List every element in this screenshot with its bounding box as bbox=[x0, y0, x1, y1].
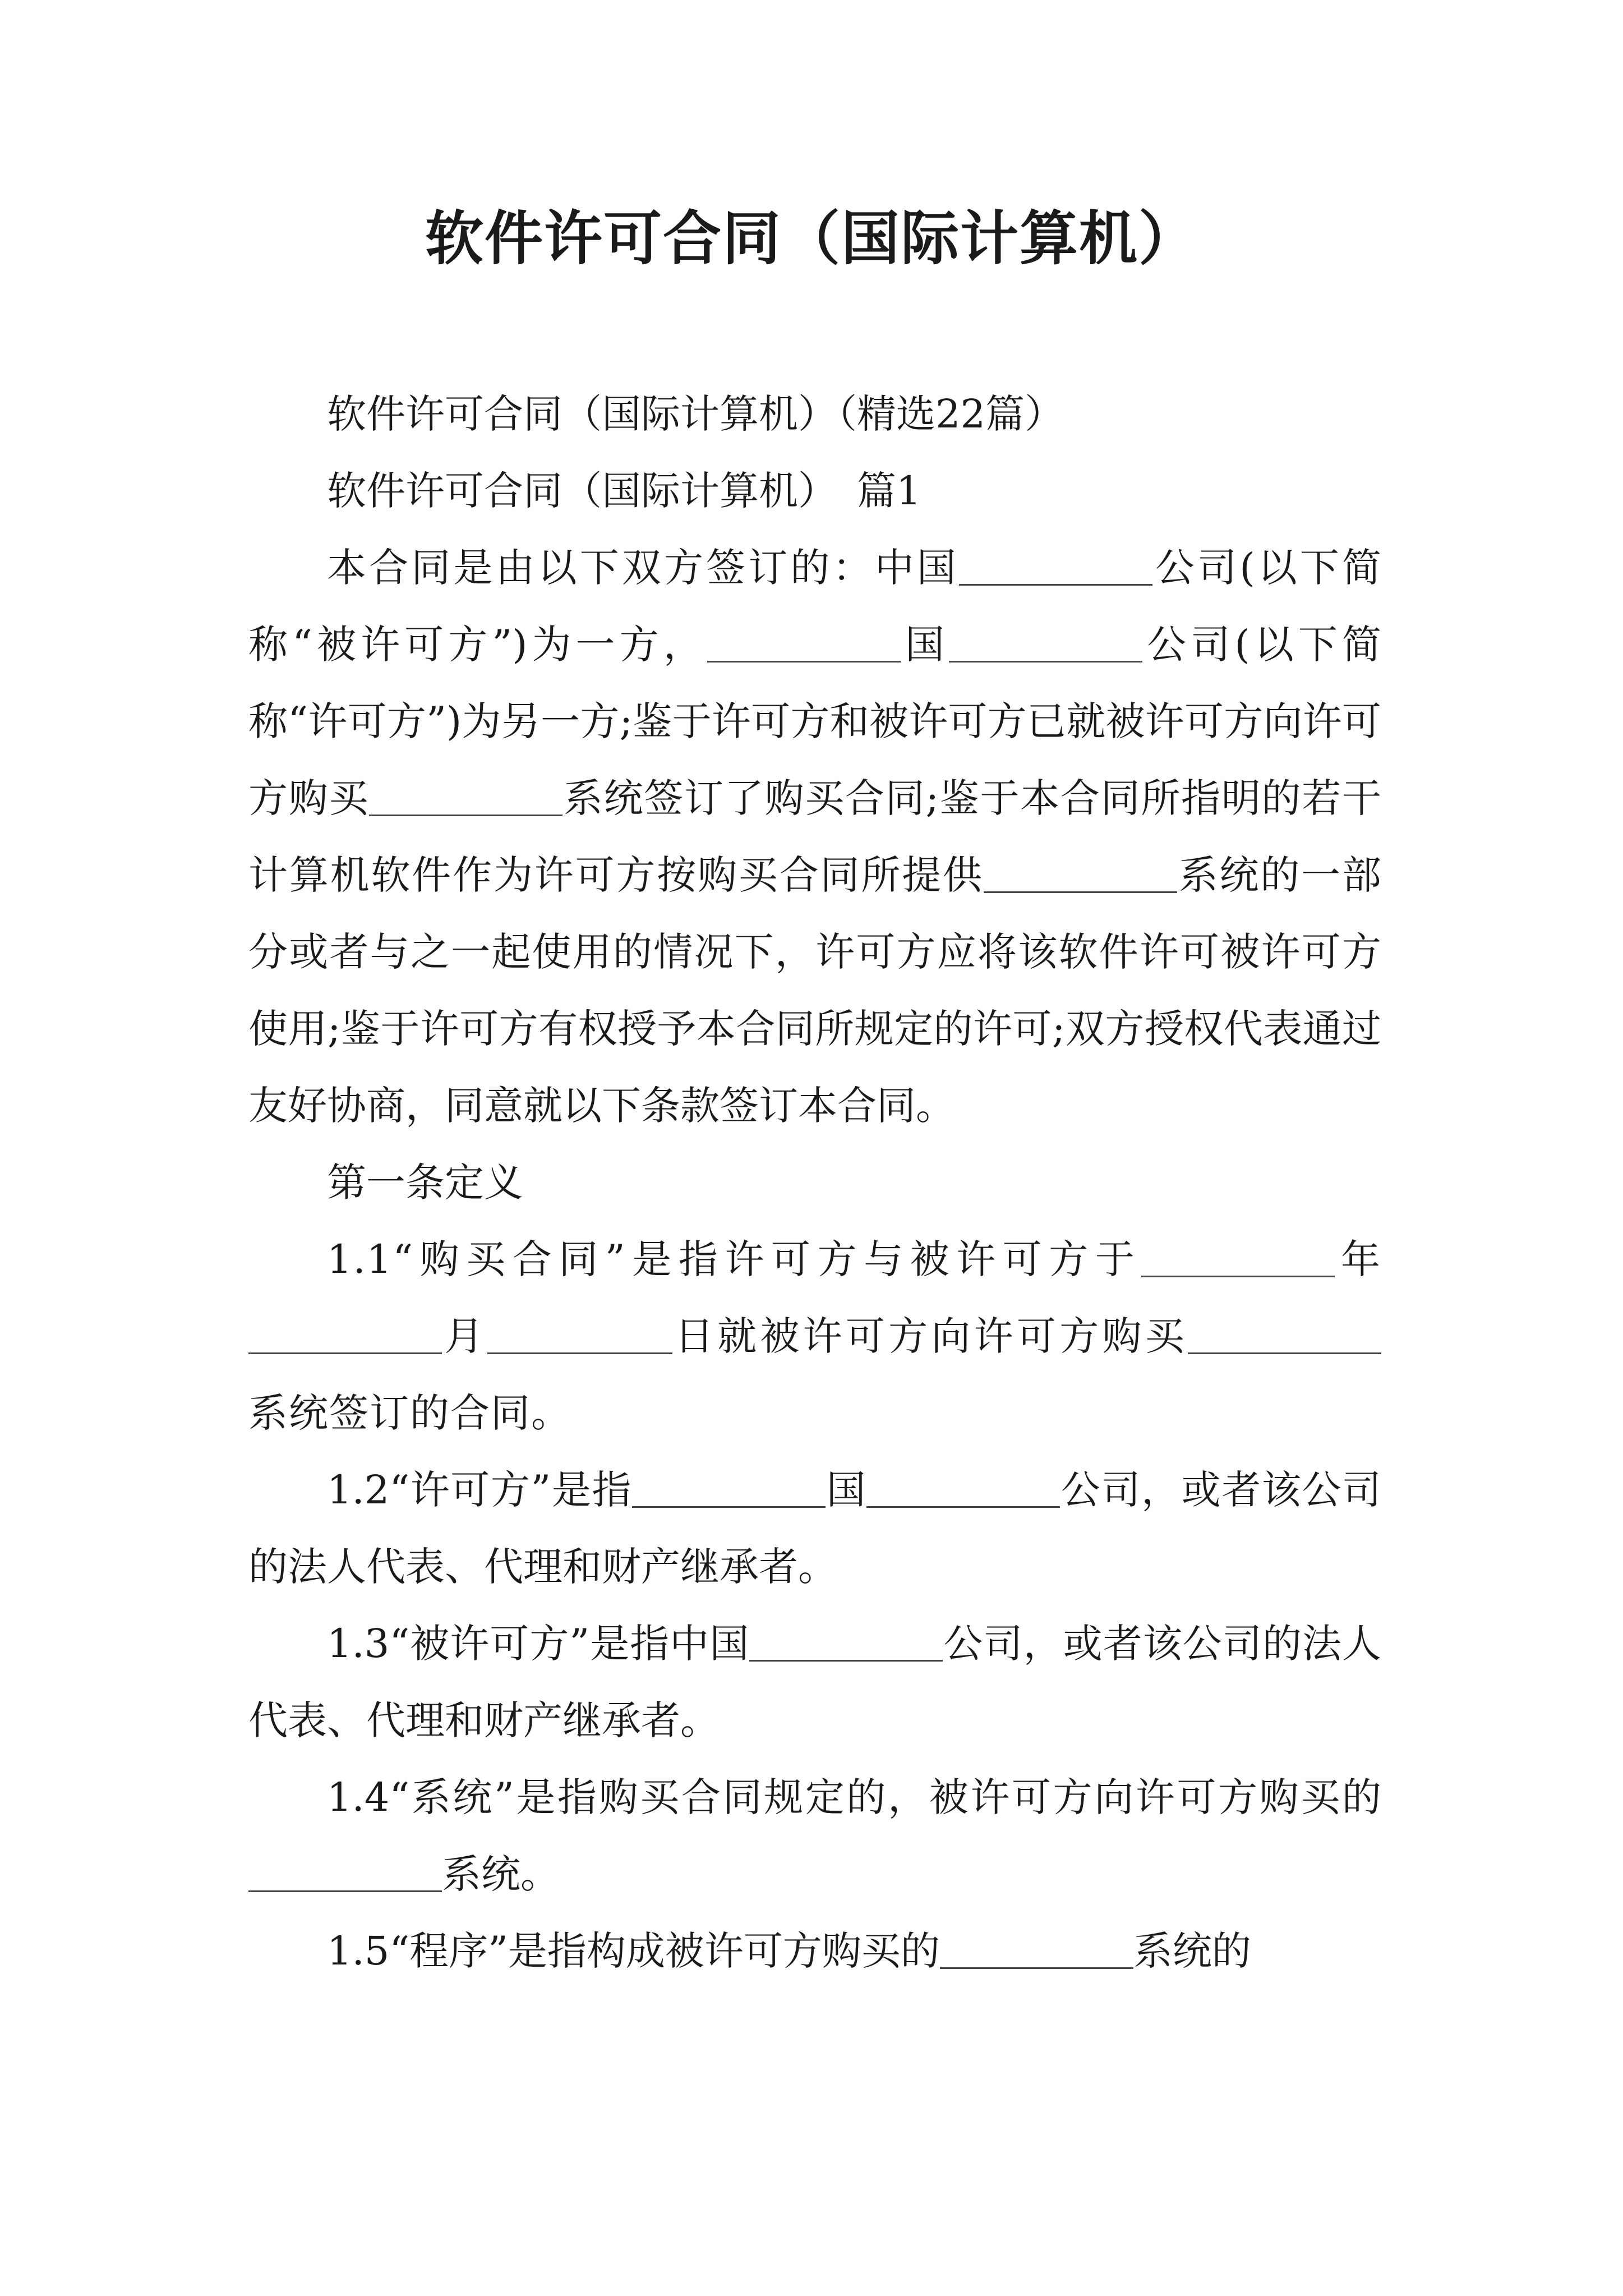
fill-blank bbox=[632, 1467, 826, 1508]
section-heading: 软件许可合同（国际计算机） 篇1 bbox=[327, 468, 921, 514]
clause-1-4: 1.4“系统”是指购买合同规定的，被许可方向许可方购买的系统。 bbox=[248, 1759, 1381, 1913]
document-subtitle: 软件许可合同（国际计算机）（精选22篇） bbox=[327, 391, 1064, 437]
fill-blank bbox=[1141, 1236, 1335, 1277]
fill-blank bbox=[707, 622, 901, 662]
clause-1-3: 1.3“被许可方”是指中国 公司，或者该公司的法人代表、代理和财产继承者。 bbox=[248, 1621, 1381, 1743]
fill-blank bbox=[369, 775, 562, 816]
document-body bbox=[248, 376, 1381, 1990]
document-title: 软件许可合同（国际计算机） bbox=[425, 204, 1198, 273]
fill-blank bbox=[949, 622, 1142, 662]
fill-blank bbox=[866, 1467, 1060, 1508]
fill-blank bbox=[984, 852, 1177, 893]
fill-blank bbox=[940, 1928, 1133, 1969]
fill-blank bbox=[487, 1313, 672, 1354]
intro-paragraph: 本合同是由以下双方签订的：中国 公司(以下简称“被许可方”)为一方， 国 公司(以下简称“许可方”)为另一方;鉴于许可方和被许可方已就被许可方向许可方购买 系统签订了购买合同;鉴于本合同所指明的若干计算机软件作为许可方按购买合同所提供 系统的一部分或者与之一起使用的情况下，许可方应将该软件许可被许可方使用;鉴于许可方有权授予本合同所规定的许可;双方授权代表通过友好协商，同意就以下条款签订本合同。 bbox=[248, 545, 1382, 1129]
article-heading: 第一条定义 bbox=[327, 1159, 523, 1205]
fill-blank bbox=[749, 1621, 943, 1662]
fill-blank bbox=[248, 1851, 442, 1892]
clause-1-2: 1.2“许可方”是指 国 公司，或者该公司的法人代表、代理和财产继承者。 bbox=[248, 1467, 1381, 1590]
fill-blank bbox=[1188, 1313, 1381, 1354]
clause-1-1: 1.1“购买合同”是指许可方与被许可方于 年月 日就被许可方向许可方购买系统签订的合同。 bbox=[248, 1236, 1381, 1436]
fill-blank bbox=[248, 1313, 442, 1354]
clause-1-5: 1.5“程序”是指构成被许可方购买的 系统的 bbox=[327, 1928, 1251, 1974]
fill-blank bbox=[959, 545, 1152, 586]
